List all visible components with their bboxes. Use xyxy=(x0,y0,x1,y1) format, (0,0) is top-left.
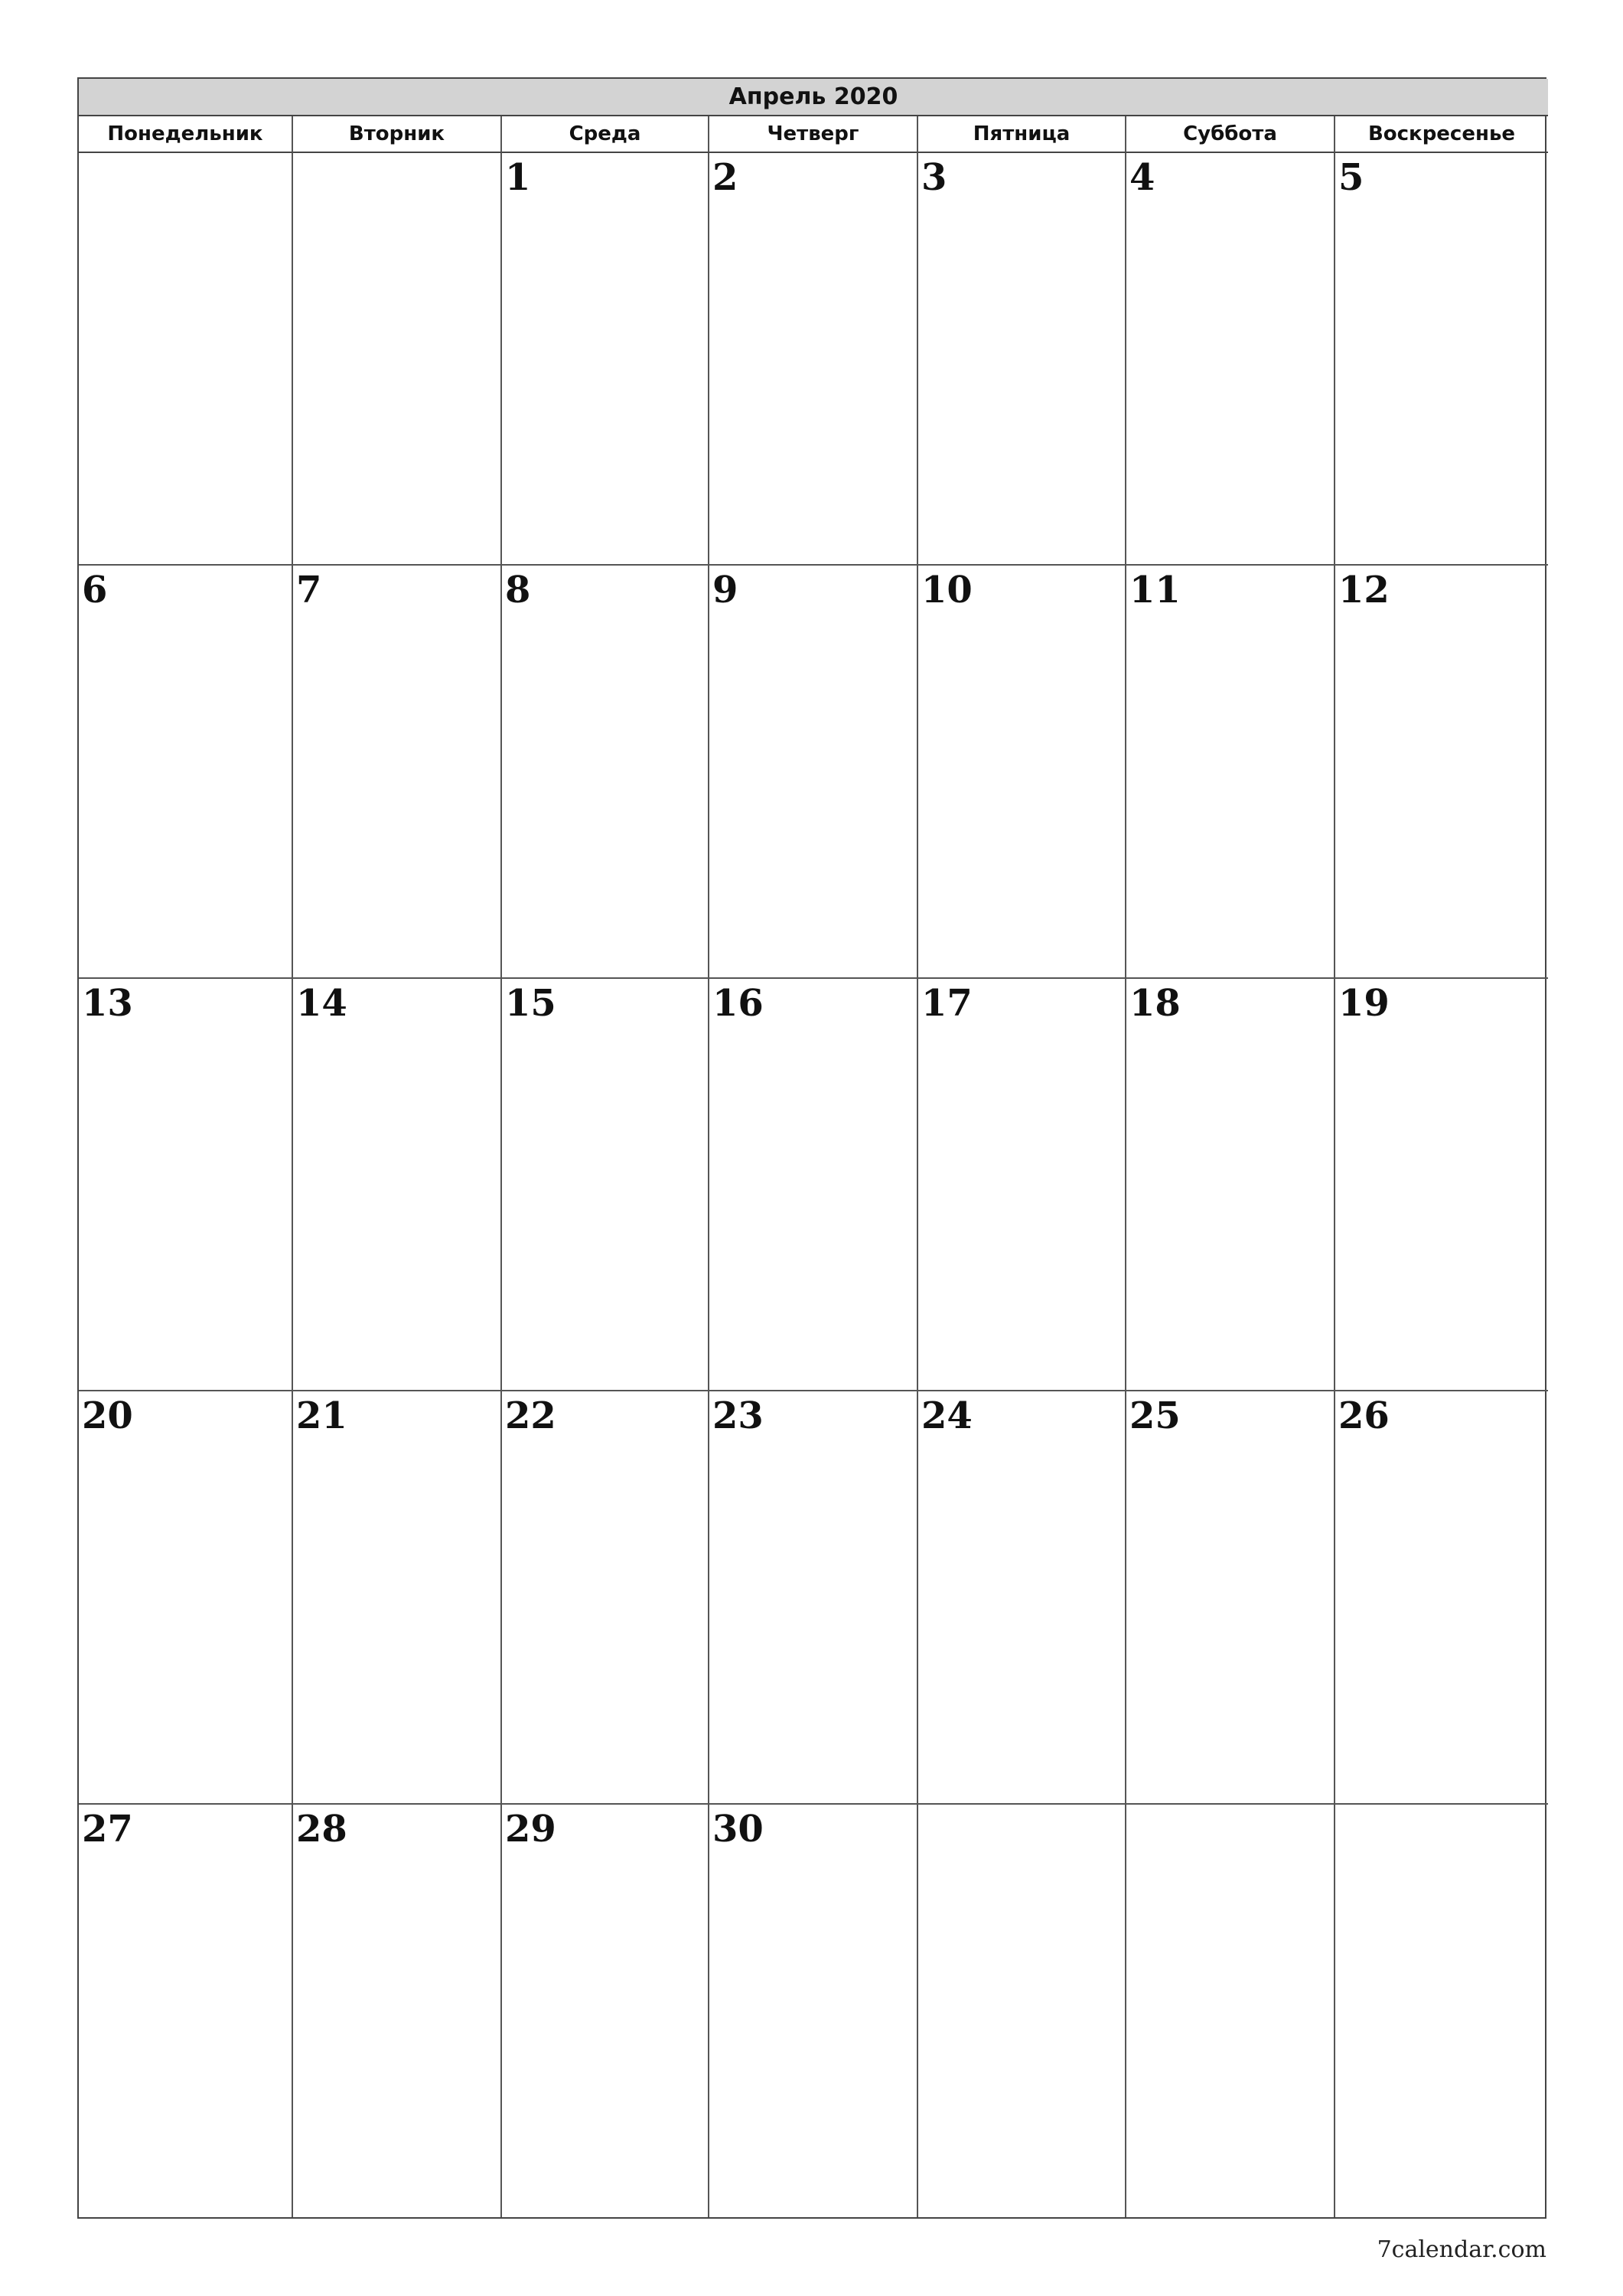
day-number: 22 xyxy=(505,1394,556,1438)
day-cell xyxy=(79,566,293,978)
day-cell xyxy=(79,153,293,566)
day-number: 8 xyxy=(505,569,531,612)
day-number: 26 xyxy=(1338,1394,1390,1438)
day-number: 2 xyxy=(712,156,738,199)
day-cell xyxy=(918,1391,1126,1804)
day-cell xyxy=(502,566,709,978)
day-cell xyxy=(709,979,918,1391)
day-cell xyxy=(1335,566,1548,978)
day-number: 11 xyxy=(1129,569,1181,612)
day-number: 5 xyxy=(1338,156,1364,199)
day-number: 18 xyxy=(1129,981,1181,1025)
weekday-sunday: Воскресенье xyxy=(1335,116,1548,153)
calendar-grid xyxy=(77,77,1546,2219)
day-cell xyxy=(709,566,918,978)
day-number: 1 xyxy=(505,156,531,199)
day-number: 10 xyxy=(921,569,973,612)
day-cell xyxy=(293,1391,502,1804)
day-cell xyxy=(1335,979,1548,1391)
day-number: 12 xyxy=(1338,569,1390,612)
site-credit: 7calendar.com xyxy=(1377,2236,1546,2263)
day-number: 9 xyxy=(712,569,738,612)
day-cell xyxy=(79,979,293,1391)
day-number: 27 xyxy=(82,1807,133,1851)
day-cell xyxy=(293,566,502,978)
day-number: 30 xyxy=(712,1807,764,1851)
day-cell xyxy=(293,979,502,1391)
day-number: 23 xyxy=(712,1394,764,1438)
weekday-tuesday: Вторник xyxy=(293,116,502,153)
day-cell xyxy=(79,1391,293,1804)
weekday-thursday: Четверг xyxy=(709,116,918,153)
day-cell xyxy=(293,153,502,566)
day-cell xyxy=(1126,153,1335,566)
day-cell xyxy=(502,1391,709,1804)
day-number: 28 xyxy=(296,1807,347,1851)
day-cell xyxy=(709,1805,918,2217)
day-number: 20 xyxy=(82,1394,133,1438)
day-cell xyxy=(1335,153,1548,566)
day-cell xyxy=(709,153,918,566)
day-cell xyxy=(709,1391,918,1804)
weekday-monday: Понедельник xyxy=(79,116,293,153)
day-cell xyxy=(502,1805,709,2217)
day-number: 14 xyxy=(296,981,347,1025)
day-number: 13 xyxy=(82,981,133,1025)
day-number: 3 xyxy=(921,156,947,199)
day-number: 16 xyxy=(712,981,764,1025)
day-cell xyxy=(1126,979,1335,1391)
day-number: 19 xyxy=(1338,981,1390,1025)
day-cell xyxy=(502,153,709,566)
month-title: Апрель 2020 xyxy=(79,79,1548,116)
day-cell xyxy=(1335,1391,1548,1804)
day-cell xyxy=(918,153,1126,566)
day-number: 4 xyxy=(1129,156,1155,199)
day-number: 17 xyxy=(921,981,973,1025)
day-cell xyxy=(918,1805,1126,2217)
day-cell xyxy=(502,979,709,1391)
day-cell xyxy=(1126,566,1335,978)
day-cell xyxy=(1126,1805,1335,2217)
weekday-wednesday: Среда xyxy=(502,116,709,153)
day-cell xyxy=(918,566,1126,978)
weekday-friday: Пятница xyxy=(918,116,1126,153)
day-number: 6 xyxy=(82,569,108,612)
weekday-saturday: Суббота xyxy=(1126,116,1335,153)
day-cell xyxy=(1126,1391,1335,1804)
day-number: 29 xyxy=(505,1807,556,1851)
day-cell xyxy=(79,1805,293,2217)
day-cell xyxy=(918,979,1126,1391)
day-cell xyxy=(293,1805,502,2217)
day-number: 15 xyxy=(505,981,556,1025)
day-number: 7 xyxy=(296,569,322,612)
day-cell xyxy=(1335,1805,1548,2217)
day-number: 21 xyxy=(296,1394,347,1438)
day-number: 25 xyxy=(1129,1394,1181,1438)
day-number: 24 xyxy=(921,1394,973,1438)
